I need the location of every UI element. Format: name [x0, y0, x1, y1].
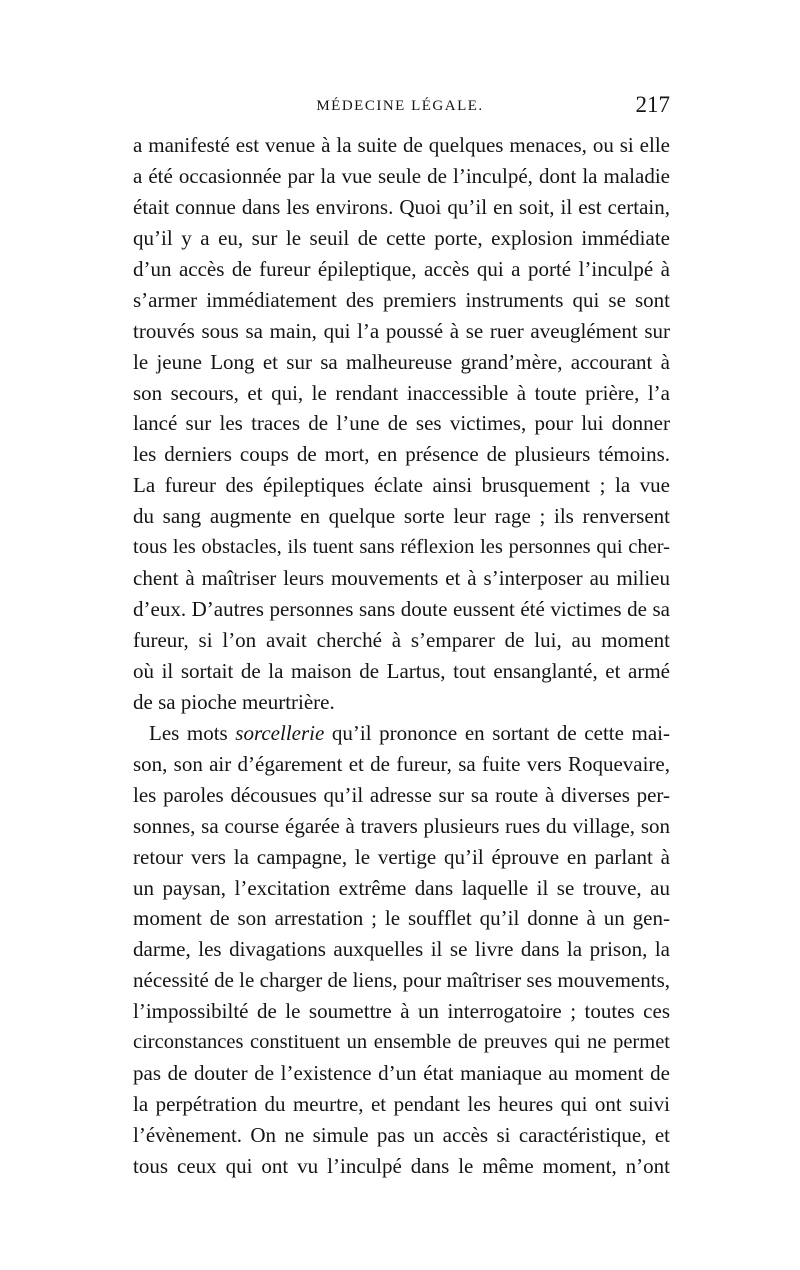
- text-fragment: Les mots: [149, 720, 236, 745]
- text-line: où il sortait de la maison de Lartus, tout ensanglanté, et armé: [133, 658, 670, 683]
- text-line: du sang augmente en quelque sorte leur rage ; ils renversent: [133, 504, 670, 529]
- text-line: qu’il y a eu, sur le seuil de cette porte, explosion immédiate: [133, 225, 670, 250]
- text-line: tous ceux qui ont vu l’inculpé dans le même moment, n’ont: [133, 1153, 670, 1178]
- text-line: moment de son arrestation ; le soufflet qu’il donne à un gen-: [133, 906, 670, 931]
- text-line: pas de douter de l’existence d’un état maniaque au moment de: [133, 1061, 670, 1086]
- text-line: a été occasionnée par la vue seule de l’inculpé, dont la maladie: [133, 163, 670, 188]
- text-line: trouvés sous sa main, qui l’a poussé à se ruer aveuglément sur: [133, 318, 670, 343]
- text-line: nécessité de le charger de liens, pour maîtriser ses mouvements,: [133, 968, 670, 993]
- text-line: circonstances constituent un ensemble de preuves qui ne permet: [133, 1031, 670, 1054]
- text-line: était connue dans les environs. Quoi qu’il en soit, il est certain,: [133, 194, 670, 219]
- text-line: fureur, si l’on avait cherché à s’emparer de lui, au moment: [133, 628, 670, 652]
- text-line: le jeune Long et sur sa malheureuse grand’mère, accourant à: [133, 349, 670, 374]
- running-head: [130, 92, 670, 122]
- page-number: 217: [635, 92, 670, 117]
- text-line: chent à maîtriser leurs mouvements et à s’interposer au milieu: [133, 566, 670, 591]
- text-line: son secours, et qui, le rendant inaccessible à toute prière, l’a: [133, 380, 670, 405]
- text-line: d’un accès de fureur épileptique, accès qui a porté l’inculpé à: [133, 256, 670, 281]
- text-fragment: qu’il prononce en sortant de cette mai-: [324, 720, 670, 745]
- running-title: MÉDECINE LÉGALE.: [316, 98, 484, 114]
- text-line: d’eux. D’autres personnes sans doute eussent été victimes de sa: [133, 597, 670, 622]
- text-line: La fureur des épileptiques éclate ainsi brusquement ; la vue: [133, 473, 670, 498]
- text-line: l’impossibilté de le soumettre à un interrogatoire ; toutes ces: [133, 999, 670, 1024]
- text-line: de sa pioche meurtrière.: [133, 689, 335, 714]
- text-line: la perpétration du meurtre, et pendant les heures qui ont suivi: [133, 1092, 670, 1117]
- text-line: lancé sur les traces de l’une de ses victimes, pour lui donner: [133, 411, 670, 436]
- text-line: s’armer immédiatement des premiers instruments qui se sont: [133, 287, 670, 312]
- text-line: l’évènement. On ne simule pas un accès si caractéristique, et: [133, 1123, 670, 1147]
- text-line: darme, les divagations auxquelles il se livre dans la prison, la: [133, 937, 670, 962]
- body-text: [133, 130, 670, 1182]
- text-line: a manifesté est venue à la suite de quelques menaces, ou si elle: [133, 133, 670, 157]
- text-line: retour vers la campagne, le vertige qu’il éprouve en parlant à: [133, 844, 670, 869]
- text-line: un paysan, l’excitation extrême dans laquelle il se trouve, au: [133, 875, 670, 900]
- text-line: les paroles décousues qu’il adresse sur sa route à diverses per-: [133, 782, 670, 807]
- text-line: tous les obstacles, ils tuent sans réflexion les personnes qui cher-: [133, 536, 670, 559]
- paragraph-first-line: [133, 718, 670, 749]
- text-line: son, son air d’égarement et de fureur, sa fuite vers Roquevaire,: [133, 751, 670, 776]
- text-line: les derniers coups de mort, en présence de plusieurs témoins.: [133, 442, 670, 467]
- text-line: sonnes, sa course égarée à travers plusieurs rues du village, son: [133, 813, 670, 838]
- italic-word: sorcellerie: [235, 720, 325, 745]
